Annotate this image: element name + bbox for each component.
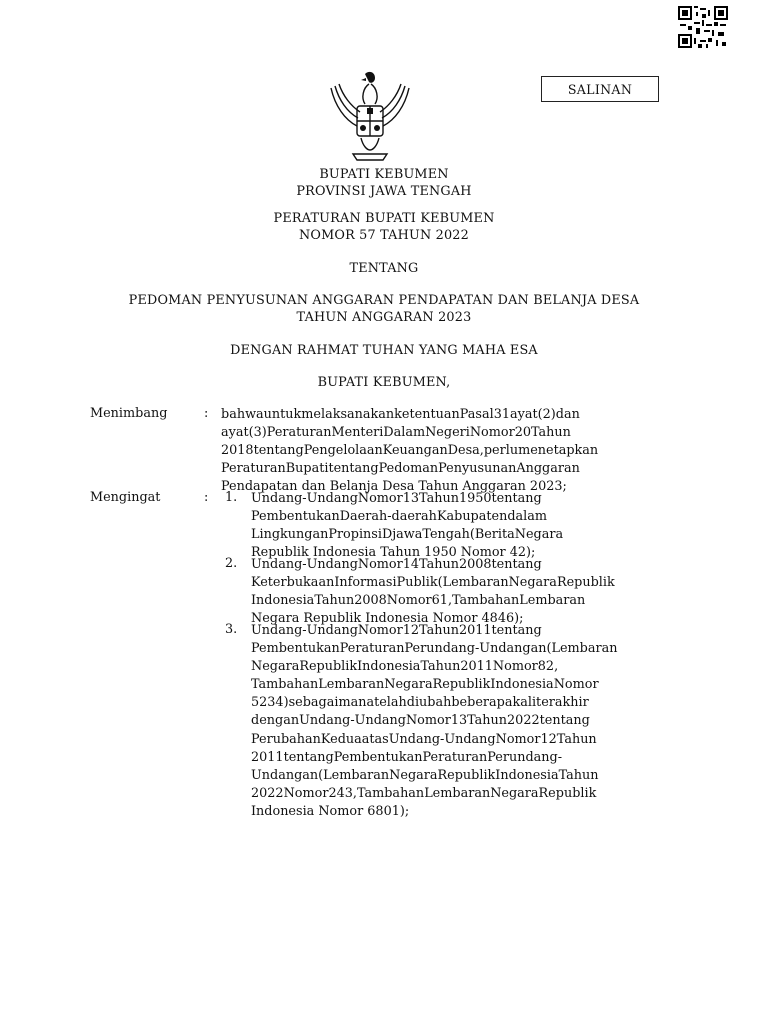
qr-code-icon bbox=[678, 6, 728, 48]
mengingat-line: NegaraRepublikIndonesiaTahun2011Nomor82, bbox=[251, 659, 559, 675]
menimbang-line: PeraturanBupatitentangPedomanPenyusunanAnggaran bbox=[221, 461, 580, 477]
mengingat-item-number: 1. bbox=[225, 490, 238, 505]
mengingat-line: KeterbukaanInformasiPublik(LembaranNegaraRepublik bbox=[251, 575, 615, 591]
mengingat-colon: : bbox=[204, 490, 209, 505]
mengingat-line: LingkunganPropinsiDjawaTengah(BeritaNegara bbox=[251, 527, 564, 543]
regulation-title: PERATURAN BUPATI KEBUMEN bbox=[273, 211, 495, 226]
regulation-header bbox=[0, 210, 768, 244]
mengingat-line: Undang-UndangNomor12Tahun2011tentang bbox=[251, 623, 542, 638]
garuda-emblem-icon bbox=[325, 68, 415, 164]
menimbang-line: 2018tentangPengelolaanKeuanganDesa,perlumenetapkan bbox=[221, 443, 599, 459]
official-comma-text: BUPATI KEBUMEN, bbox=[317, 375, 451, 390]
about-block bbox=[0, 260, 768, 277]
regent-header bbox=[0, 166, 768, 200]
mengingat-line: 2022Nomor243,TambahanLembaranNegaraRepublik bbox=[251, 785, 597, 801]
mengingat-item-2 bbox=[251, 556, 685, 628]
invocation-block bbox=[0, 342, 768, 359]
mengingat-label: Mengingat bbox=[90, 490, 161, 505]
mengingat-item-number: 2. bbox=[225, 556, 238, 571]
mengingat-line: PembentukanDaerah-daerahKabupatendalam bbox=[251, 509, 548, 525]
regulation-number: NOMOR 57 TAHUN 2022 bbox=[299, 228, 469, 243]
menimbang-line: ayat(3)PeraturanMenteriDalamNegeriNomor20Tahun bbox=[221, 425, 571, 441]
mengingat-line: Negara Republik Indonesia Nomor 4846); bbox=[251, 611, 524, 627]
mengingat-line: Undangan(LembaranNegaraRepublikIndonesiaTahun bbox=[251, 767, 599, 783]
mengingat-line: IndonesiaTahun2008Nomor61,TambahanLembaran bbox=[251, 593, 586, 609]
province-title: PROVINSI JAWA TENGAH bbox=[296, 184, 472, 199]
mengingat-line: Undang-UndangNomor13Tahun1950tentang bbox=[251, 491, 542, 506]
mengingat-item-1 bbox=[251, 490, 685, 562]
mengingat-line: PembentukanPeraturanPerundang-Undangan(Lembaran bbox=[251, 641, 618, 657]
menimbang-line: Pendapatan dan Belanja Desa Tahun Anggaran 2023; bbox=[221, 479, 567, 495]
official-signoff-block bbox=[0, 374, 768, 391]
menimbang-colon: : bbox=[204, 406, 209, 421]
subject-line-2: TAHUN ANGGARAN 2023 bbox=[296, 310, 472, 325]
mengingat-line: Undang-UndangNomor14Tahun2008tentang bbox=[251, 557, 542, 572]
mengingat-item-number: 3. bbox=[225, 622, 238, 637]
mengingat-line: Indonesia Nomor 6801); bbox=[251, 803, 410, 819]
official-title: BUPATI KEBUMEN bbox=[319, 167, 449, 182]
menimbang-text bbox=[221, 406, 685, 496]
about-heading: TENTANG bbox=[349, 261, 419, 276]
mengingat-line: 2011tentangPembentukanPeraturanPerundang- bbox=[251, 749, 563, 765]
menimbang-label: Menimbang bbox=[90, 406, 168, 421]
mengingat-line: 5234)sebagaimanatelahdiubahbeberapakaliterakhir bbox=[251, 695, 589, 711]
subject-block bbox=[0, 292, 768, 326]
mengingat-line: PerubahanKeduaatasUndang-UndangNomor12Tahun bbox=[251, 731, 597, 747]
menimbang-line: bahwauntukmelaksanakanketentuanPasal31ayat(2)dan bbox=[221, 407, 580, 422]
subject-line-1: PEDOMAN PENYUSUNAN ANGGARAN PENDAPATAN DAN BELANJA DESA bbox=[128, 293, 640, 308]
mengingat-line: denganUndang-UndangNomor13Tahun2022tentang bbox=[251, 713, 590, 729]
mengingat-line: TambahanLembaranNegaraRepublikIndonesiaNomor bbox=[251, 677, 599, 693]
invocation-text: DENGAN RAHMAT TUHAN YANG MAHA ESA bbox=[230, 343, 538, 358]
salinan-stamp: SALINAN bbox=[541, 76, 659, 102]
mengingat-line: Republik Indonesia Tahun 1950 Nomor 42); bbox=[251, 545, 536, 561]
mengingat-item-3 bbox=[251, 622, 685, 821]
